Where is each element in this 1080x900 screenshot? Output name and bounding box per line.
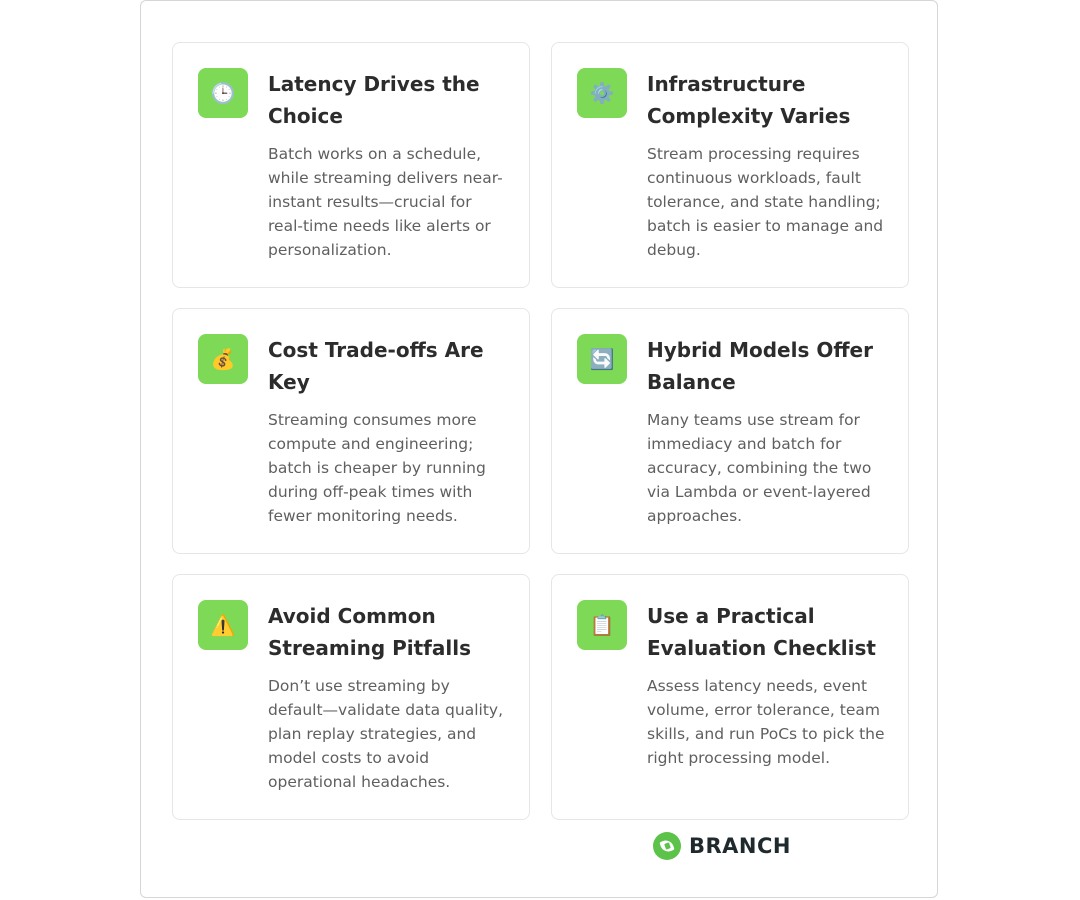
card-latency bbox=[172, 42, 530, 288]
infographic-frame bbox=[140, 0, 938, 898]
card-title: Hybrid Models Offer Balance bbox=[647, 338, 873, 394]
card-checklist bbox=[551, 574, 909, 820]
money-bag-icon: 💰 bbox=[198, 334, 248, 384]
card-description: Batch works on a schedule, while streaming delivers near-instant results—crucial for real-time needs like alerts or personalization. bbox=[268, 145, 503, 259]
card-title: Infrastructure Complexity Varies bbox=[647, 72, 851, 128]
card-description: Assess latency needs, event volume, error tolerance, team skills, and run PoCs to pick the right processing model. bbox=[647, 677, 885, 767]
card-hybrid bbox=[551, 308, 909, 554]
card-description: Many teams use stream for immediacy and batch for accuracy, combining the two via Lambda or event-layered approaches. bbox=[647, 411, 872, 525]
card-description: Don’t use streaming by default—validate data quality, plan replay strategies, and model costs to avoid operational headaches. bbox=[268, 677, 503, 791]
card-title: Latency Drives the Choice bbox=[268, 72, 480, 128]
clock-icon: 🕒 bbox=[198, 68, 248, 118]
card-infrastructure bbox=[551, 42, 909, 288]
card-title: Use a Practical Evaluation Checklist bbox=[647, 604, 876, 660]
card-description: Stream processing requires continuous workloads, fault tolerance, and state handling; batch is easier to manage and debug. bbox=[647, 145, 884, 259]
branch-logo-icon bbox=[653, 832, 681, 860]
card-title: Cost Trade-offs Are Key bbox=[268, 338, 484, 394]
card-title: Avoid Common Streaming Pitfalls bbox=[268, 604, 471, 660]
branch-logo bbox=[653, 831, 791, 861]
card-pitfalls bbox=[172, 574, 530, 820]
warning-icon: ⚠️ bbox=[198, 600, 248, 650]
branch-logo-text: BRANCH bbox=[689, 834, 791, 858]
card-description: Streaming consumes more compute and engineering; batch is cheaper by running during off-peak times with fewer monitoring needs. bbox=[268, 411, 486, 525]
card-cost bbox=[172, 308, 530, 554]
clipboard-icon: 📋 bbox=[577, 600, 627, 650]
card-grid bbox=[172, 42, 910, 820]
refresh-icon: 🔄 bbox=[577, 334, 627, 384]
gear-icon: ⚙️ bbox=[577, 68, 627, 118]
